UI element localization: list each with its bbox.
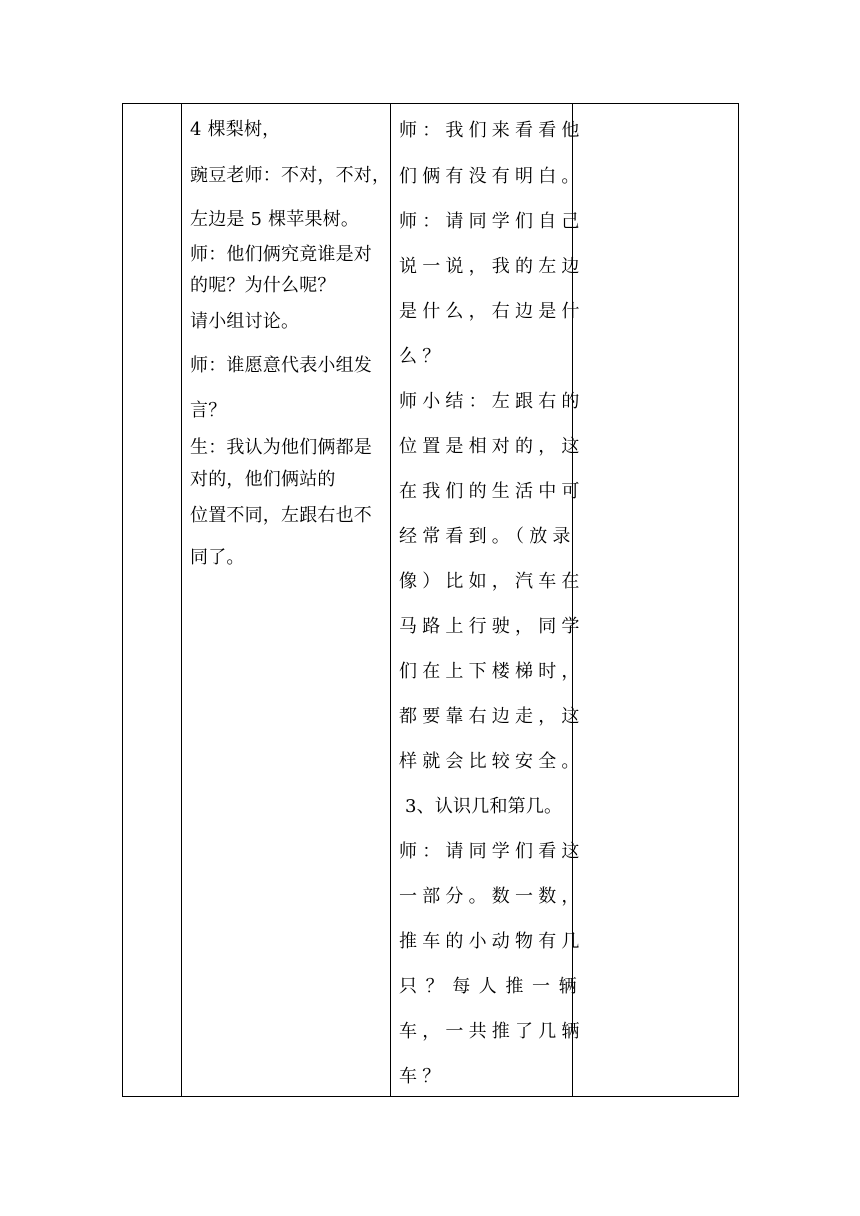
text-line: 的呢？为什么呢？ — [190, 275, 336, 296]
text-line: 位置不同，左跟右也不 — [190, 505, 372, 526]
text-line: 请小组讨论。 — [190, 311, 300, 332]
text-line: 位置是相对的，这 — [399, 436, 585, 457]
text-line: 生：我认为他们俩都是 — [190, 437, 372, 458]
table-row — [123, 104, 739, 1097]
text-line: 一部分。数一数， — [399, 886, 585, 907]
text-line: 4 棵梨树， — [190, 119, 281, 140]
text-line: 样就会比较安全。 — [399, 751, 585, 772]
text-line: 师：谁愿意代表小组发 — [190, 355, 372, 376]
table-cell-col1 — [123, 104, 182, 1097]
text-line: 同了。 — [190, 547, 245, 568]
text-line: 么？ — [399, 346, 446, 367]
text-line: 像）比如，汽车在 — [399, 571, 585, 592]
text-line: 豌豆老师：不对，不对， — [190, 165, 391, 186]
text-line: 师小结：左跟右的 — [399, 391, 585, 412]
text-line: 师：请同学们看这 — [399, 841, 585, 862]
table-cell-teacher-activity — [391, 104, 586, 1097]
text-line: 师：我们来看看他 — [399, 120, 585, 141]
text-line: 言？ — [190, 400, 227, 421]
text-line: 推车的小动物有几 — [399, 931, 585, 952]
table-cell-teaching-process — [182, 104, 391, 1097]
text-line: 是什么，右边是什 — [399, 301, 585, 322]
text-line: 们在上下楼梯时， — [399, 661, 585, 682]
text-line: 在我们的生活中可 — [399, 481, 585, 502]
text-line: 师：他们俩究竟谁是对 — [190, 244, 372, 265]
text-line: 对的，他们俩站的 — [190, 469, 336, 490]
text-line: 3、认识几和第几。 — [405, 796, 563, 817]
text-line: 马路上行驶，同学 — [399, 616, 585, 637]
table-cell-col4 — [573, 104, 739, 1097]
lesson-plan-table — [122, 103, 739, 1097]
text-line: 说一说，我的左边 — [399, 256, 585, 277]
text-line: 们俩有没有明白。 — [399, 166, 585, 187]
text-line: 经常看到。（放录 — [399, 526, 576, 547]
text-line: 车？ — [399, 1066, 446, 1087]
text-line: 都要靠右边走，这 — [399, 706, 585, 727]
text-line: 师：请同学们自己 — [399, 211, 585, 232]
text-line: 左边是 5 棵苹果树。 — [190, 209, 360, 230]
text-line: 只？每人推一辆 — [399, 976, 586, 997]
text-line: 车，一共推了几辆 — [399, 1021, 585, 1042]
